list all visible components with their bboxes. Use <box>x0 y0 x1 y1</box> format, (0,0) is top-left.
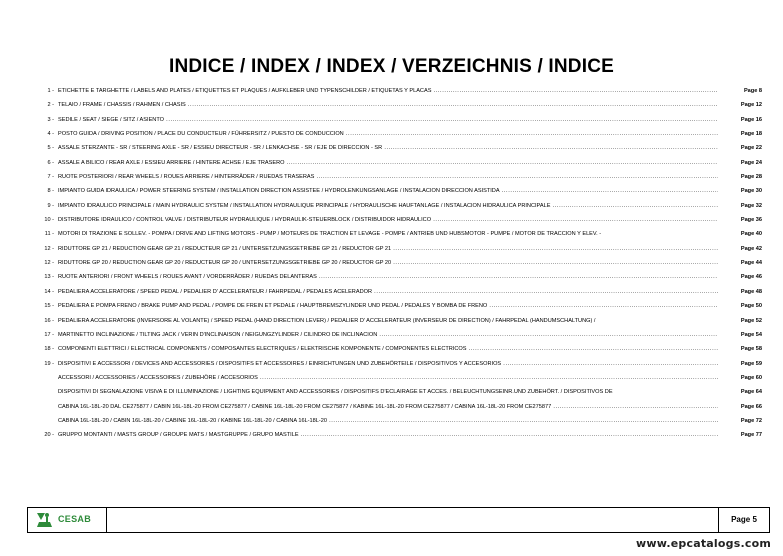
toc-entry-title: RIDUTTORE GP 20 / REDUCTION GEAR GP 20 / REDUCTEUR GP 20 / UNTERSETZUNGSGETRIEBE GP 20 / REDUCTOR GP 20 ..... <box>58 256 718 270</box>
toc-entry-page: Page 8 <box>743 88 762 94</box>
toc-entry-page: Page 16 <box>740 116 762 123</box>
toc-entry-number: 14 - <box>44 288 54 295</box>
toc-entry-page: Page 44 <box>740 260 762 267</box>
table-of-contents <box>30 84 762 443</box>
toc-entry-number: 6 - <box>47 159 54 166</box>
toc-entry <box>30 141 762 155</box>
toc-entry-title: TELAIO / FRAME / CHASSIS / RAHMEN / CHASIS ..... <box>58 98 718 112</box>
toc-entry-page: Page 36 <box>740 217 762 224</box>
toc-entry-number: 2 - <box>47 102 54 109</box>
toc-entry-number: 4 - <box>47 131 54 138</box>
toc-entry-title: IMPIANTO IDRAULICO PRINCIPALE / MAIN HYDRAULIC SYSTEM / INSTALLATION HYDRAULIQUE PRINCIPALE / HYDRAULISCHE HAUFTANLAGE / INSTALACION HIDRAULICA PRINCIPALE ..... <box>58 199 718 213</box>
toc-entry <box>30 314 762 328</box>
toc-entry-title: RUOTE ANTERIORI / FRONT WHEELS / ROUES AVANT / VORDERRÄDER / RUEDAS DELANTERAS ..... <box>58 270 718 284</box>
toc-entry <box>30 342 762 356</box>
toc-entry <box>30 385 762 399</box>
toc-entry-page: Page 60 <box>740 374 762 381</box>
toc-entry-title: DISPOSITIVI E ACCESSORI / DEVICES AND ACCESSORIES / DISPOSITIFS ET ACCESSOIRES / EINRICHTUNGEN UND ZUBEHÖRTEILE / DISPOSITIVOS Y ACCESORIOS ..... <box>58 357 718 371</box>
toc-entry <box>30 98 762 112</box>
logo-box <box>28 508 107 532</box>
toc-entry-number: 12 - <box>44 245 54 252</box>
toc-entry <box>30 400 762 414</box>
toc-entry-number: 17 - <box>44 331 54 338</box>
toc-entry-title: PEDALIERA ACCELERATORE (INVERSORE AL VOLANTE) / SPEED PEDAL (HAND DIRECTION LEVER) / PEDALIER D' ACCELERATEUR (INVERSEUR DE DIRECTION) / FAHRPEDAL (HANDUMSCHALTUNG) / <box>58 317 596 324</box>
toc-entry-page: Page 24 <box>740 159 762 166</box>
toc-entry-title: GRUPPO MONTANTI / MASTS GROUP / GROUPE MATS / MASTGRUPPE / GRUPO MASTILE ..... <box>58 428 718 442</box>
toc-entry-page: Page 66 <box>740 403 762 410</box>
toc-entry-title: DISPOSITIVI DI SEGNALAZIONE VISIVA E DI ILLUMINAZIONE / LIGHTING EQUIPMENT AND ACCESSORIES / DISPOSITIFS D'ECLAIRAGE ET ACCES. / BELEUCHTUNGSEINR.UND ZUBEHÖRT. / DISPOSITIVOS DE <box>58 389 613 396</box>
toc-entry <box>30 156 762 170</box>
toc-entry-title: DISTRIBUTORE IDRAULICO / CONTROL VALVE / DISTRIBUTEUR HYDRAULIQUE / HYDRAULIK-STEUERBLOCK / DISTRIBUIDOR HIDRAULICO ..... <box>58 213 718 227</box>
toc-entry <box>30 184 762 198</box>
toc-entry <box>30 414 762 428</box>
toc-entry-page: Page 50 <box>740 303 762 310</box>
toc-entry-title: CABINA 16L-18L-20 DAL CE275877 / CABIN 16L-18L-20 FROM CE275877 / CABINE 16L-18L-20 FROM CE275877 / KABINE 16L-18L-20 FROM CE275877 / CABINA 16L-18L-20 FROM CE275877 ..... <box>58 400 718 414</box>
toc-entry-title: MOTORI DI TRAZIONE E SOLLEV. - POMPA / DRIVE AND LIFTING MOTORS - PUMP / MOTEURS DE TRACTION ET LEVAGE - POMPE / ANTRIEB UND HUBSMOTOR - PUMPE / MOTOR DE TRACCION Y ELEV. - <box>58 231 602 238</box>
toc-entry-page: Page 59 <box>740 360 762 367</box>
cesab-logo-icon <box>34 511 56 529</box>
toc-entry-number: 7 - <box>47 174 54 181</box>
toc-entry <box>30 227 762 241</box>
footer-page-number: Page 5 <box>718 508 769 532</box>
toc-entry-number: 3 - <box>47 116 54 123</box>
page-title: INDICE / INDEX / INDEX / VERZEICHNIS / INDICE <box>168 56 614 77</box>
toc-entry-title: MARTINETTO INCLINAZIONE / TILTING JACK / VERIN D'INCLINAISON / NEIGUNGZYLINDER / CILINDRO DE INCLINACION ..... <box>58 328 718 342</box>
toc-entry <box>30 328 762 342</box>
toc-entry-title: COMPONENTI ELETTRICI / ELECTRICAL COMPONENTS / COMPOSANTES ELECTRIQUES / ELEKTRISCHE KOMPONENTE / COMPONENTES ELECTRICOS ..... <box>58 342 718 356</box>
toc-entry-title: POSTO GUIDA / DRIVING POSITION / PLACE DU CONDUCTEUR / FÜHRERSITZ / PUESTO DE CONDUCCION ..... <box>58 127 718 141</box>
toc-entry <box>30 371 762 385</box>
toc-entry-number: 16 - <box>44 317 54 324</box>
toc-entry-number: 10 - <box>44 217 54 224</box>
logo-text: CESAB <box>58 514 92 524</box>
toc-entry <box>30 285 762 299</box>
toc-entry <box>30 299 762 313</box>
toc-entry-page: Page 77 <box>740 432 762 439</box>
toc-entry-title: CABINA 16L-18L-20 / CABIN 16L-18L-20 / CABINE 16L-18L-20 / KABINE 16L-18L-20 / CABINA 16L-18L-20 ..... <box>58 414 718 428</box>
toc-entry-number: 12 - <box>44 260 54 267</box>
toc-entry-page: Page 42 <box>740 245 762 252</box>
toc-entry-page: Page 54 <box>740 331 762 338</box>
toc-entry-number: 1 - <box>47 88 54 94</box>
toc-entry-number: 13 - <box>44 274 54 281</box>
toc-entry <box>30 84 762 98</box>
toc-entry <box>30 357 762 371</box>
toc-entry-page: Page 72 <box>740 417 762 424</box>
toc-entry-number: 8 - <box>47 188 54 195</box>
toc-entry <box>30 113 762 127</box>
page-footer <box>27 507 770 533</box>
toc-entry-page: Page 28 <box>740 174 762 181</box>
toc-entry <box>30 127 762 141</box>
toc-entry-title: PEDALIERA ACCELERATORE / SPEED PEDAL / PEDALIER D' ACCELERATEUR / FAHRPEDAL / PEDALES ACELERADOR ..... <box>58 285 718 299</box>
toc-entry <box>30 242 762 256</box>
toc-entry-page: Page 52 <box>740 317 762 324</box>
toc-entry-number: 9 - <box>47 202 54 209</box>
toc-entry-page: Page 30 <box>740 188 762 195</box>
toc-entry <box>30 428 762 442</box>
toc-entry <box>30 170 762 184</box>
toc-entry-page: Page 46 <box>740 274 762 281</box>
toc-entry-title: ASSALE STERZANTE - SR / STEERING AXLE - SR / ESSIEU DIRECTEUR - SR / LENKACHSE - SR / EJE DE DIRECCION - SR ..... <box>58 141 718 155</box>
toc-entry-title: IMPIANTO GUIDA IDRAULICA / POWER STEERING SYSTEM / INSTALLATION DIRECTION ASSISTEE / HYDROLENKUNGSANLAGE / INSTALACION DIRECCION ASISTIDA ..... <box>58 184 718 198</box>
toc-entry-page: Page 58 <box>740 346 762 353</box>
toc-entry-page: Page 64 <box>740 389 762 396</box>
toc-entry <box>30 256 762 270</box>
toc-entry-page: Page 12 <box>740 102 762 109</box>
toc-entry-number: 15 - <box>44 303 54 310</box>
toc-entry-number: 11 - <box>44 231 54 238</box>
toc-entry-title: ETICHETTE E TARGHETTE / LABELS AND PLATES / ETIQUETTES ET PLAQUES / AUFKLEBER UND TYPENSCHILDER / ETIQUETAS Y PLACAS ..... <box>58 84 718 98</box>
toc-entry-page: Page 18 <box>740 131 762 138</box>
toc-entry-title: ASSALE A BILICO / REAR AXLE / ESSIEU ARRIERE / HINTERE ACHSE / EJE TRASERO ..... <box>58 156 718 170</box>
toc-entry-number: 19 - <box>44 360 54 367</box>
toc-entry <box>30 270 762 284</box>
toc-entry-page: Page 48 <box>740 288 762 295</box>
toc-entry-title: RIDUTTORE GP 21 / REDUCTION GEAR GP 21 / REDUCTEUR GP 21 / UNTERSETZUNGSGETRIEBE GP 21 / REDUCTOR GP 21 ..... <box>58 242 718 256</box>
toc-entry-number: 18 - <box>44 346 54 353</box>
toc-entry-title: RUOTE POSTERIORI / REAR WHEELS / ROUES ARRIERE / HINTERRÄDER / RUEDAS TRASERAS ..... <box>58 170 718 184</box>
toc-entry-page: Page 32 <box>740 202 762 209</box>
watermark: www.epcatalogs.com <box>636 537 771 550</box>
toc-entry <box>30 199 762 213</box>
toc-entry-title: SEDILE / SEAT / SIEGE / SITZ / ASIENTO ..... <box>58 113 718 127</box>
toc-entry-page: Page 40 <box>740 231 762 238</box>
toc-entry-number: 5 - <box>47 145 54 152</box>
toc-entry-page: Page 22 <box>740 145 762 152</box>
toc-entry-number: 20 - <box>44 432 54 439</box>
toc-entry-title: PEDALIERA E POMPA FRENO / BRAKE PUMP AND PEDAL / POMPE DE FREIN ET PEDALE / HAUPTBREMSZYLINDER UND PEDAL / PEDALES Y BOMBA DE FRENO ..... <box>58 299 718 313</box>
toc-entry <box>30 213 762 227</box>
toc-entry-title: ACCESSORI / ACCESSORIES / ACCESSOIRES / ZUBEHÖRE / ACCESORIOS ..... <box>58 371 718 385</box>
